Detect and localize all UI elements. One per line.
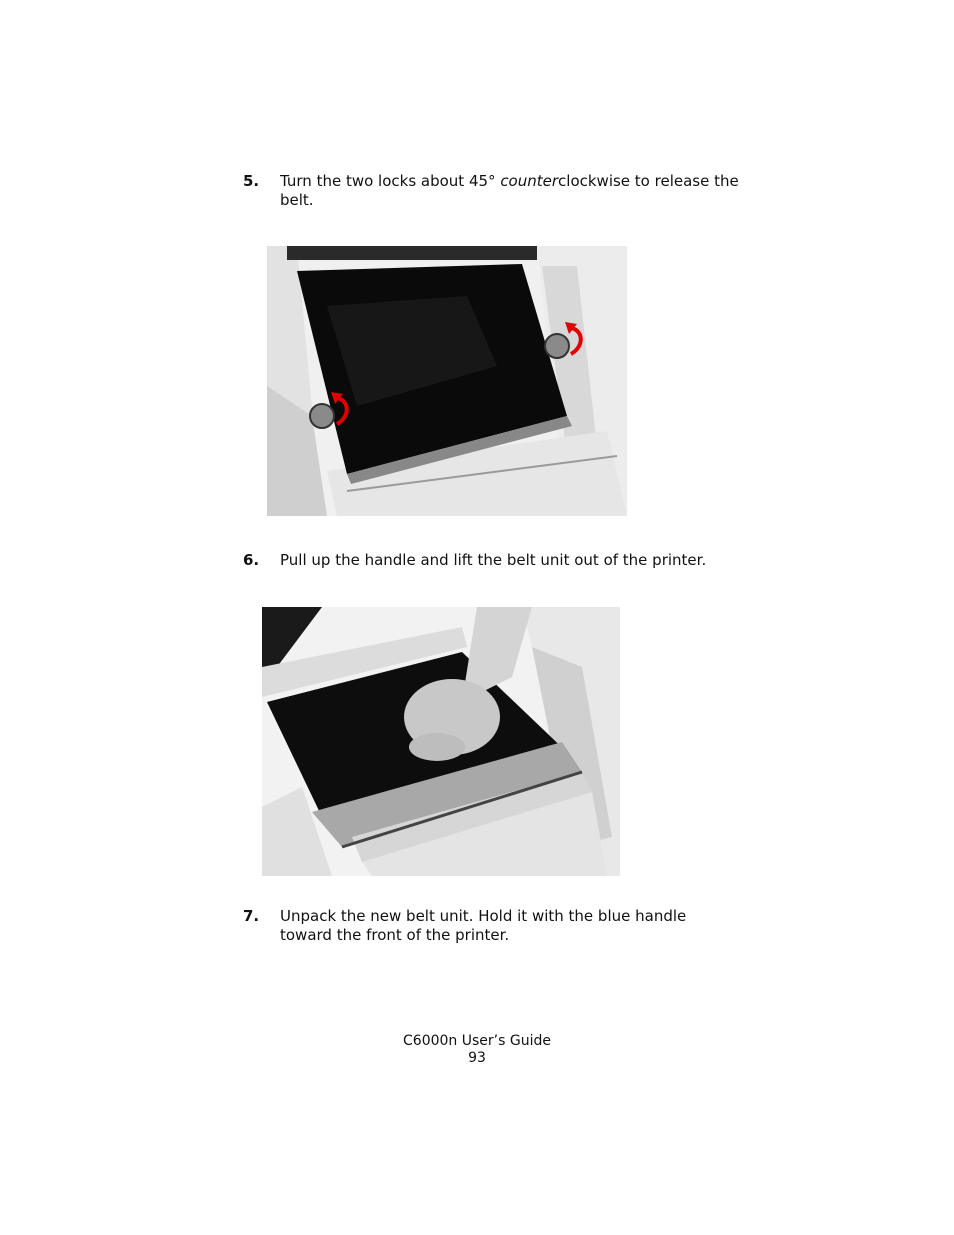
- step-number: 7.: [243, 907, 260, 925]
- step-text-part: Turn the two locks about 45°: [280, 172, 501, 190]
- step-number: 5.: [243, 172, 260, 190]
- footer-title: C6000n User’s Guide: [403, 1033, 551, 1049]
- step-text: Pull up the handle and lift the belt unit out of the printer.: [280, 551, 707, 569]
- page-number: 93: [468, 1050, 486, 1066]
- left-lock: [310, 404, 334, 428]
- step-text: [280, 172, 740, 210]
- step-text-part: clockwise to release the belt.: [280, 172, 739, 209]
- belt-locks-photo: [267, 246, 627, 516]
- step-text: Unpack the new belt unit. Hold it with the blue handle toward the front of the printer.: [280, 907, 687, 944]
- right-lock: [545, 334, 569, 358]
- step-number: 6.: [243, 551, 260, 569]
- lift-belt-photo: [262, 607, 620, 876]
- step-text-emphasis: counter: [500, 172, 559, 190]
